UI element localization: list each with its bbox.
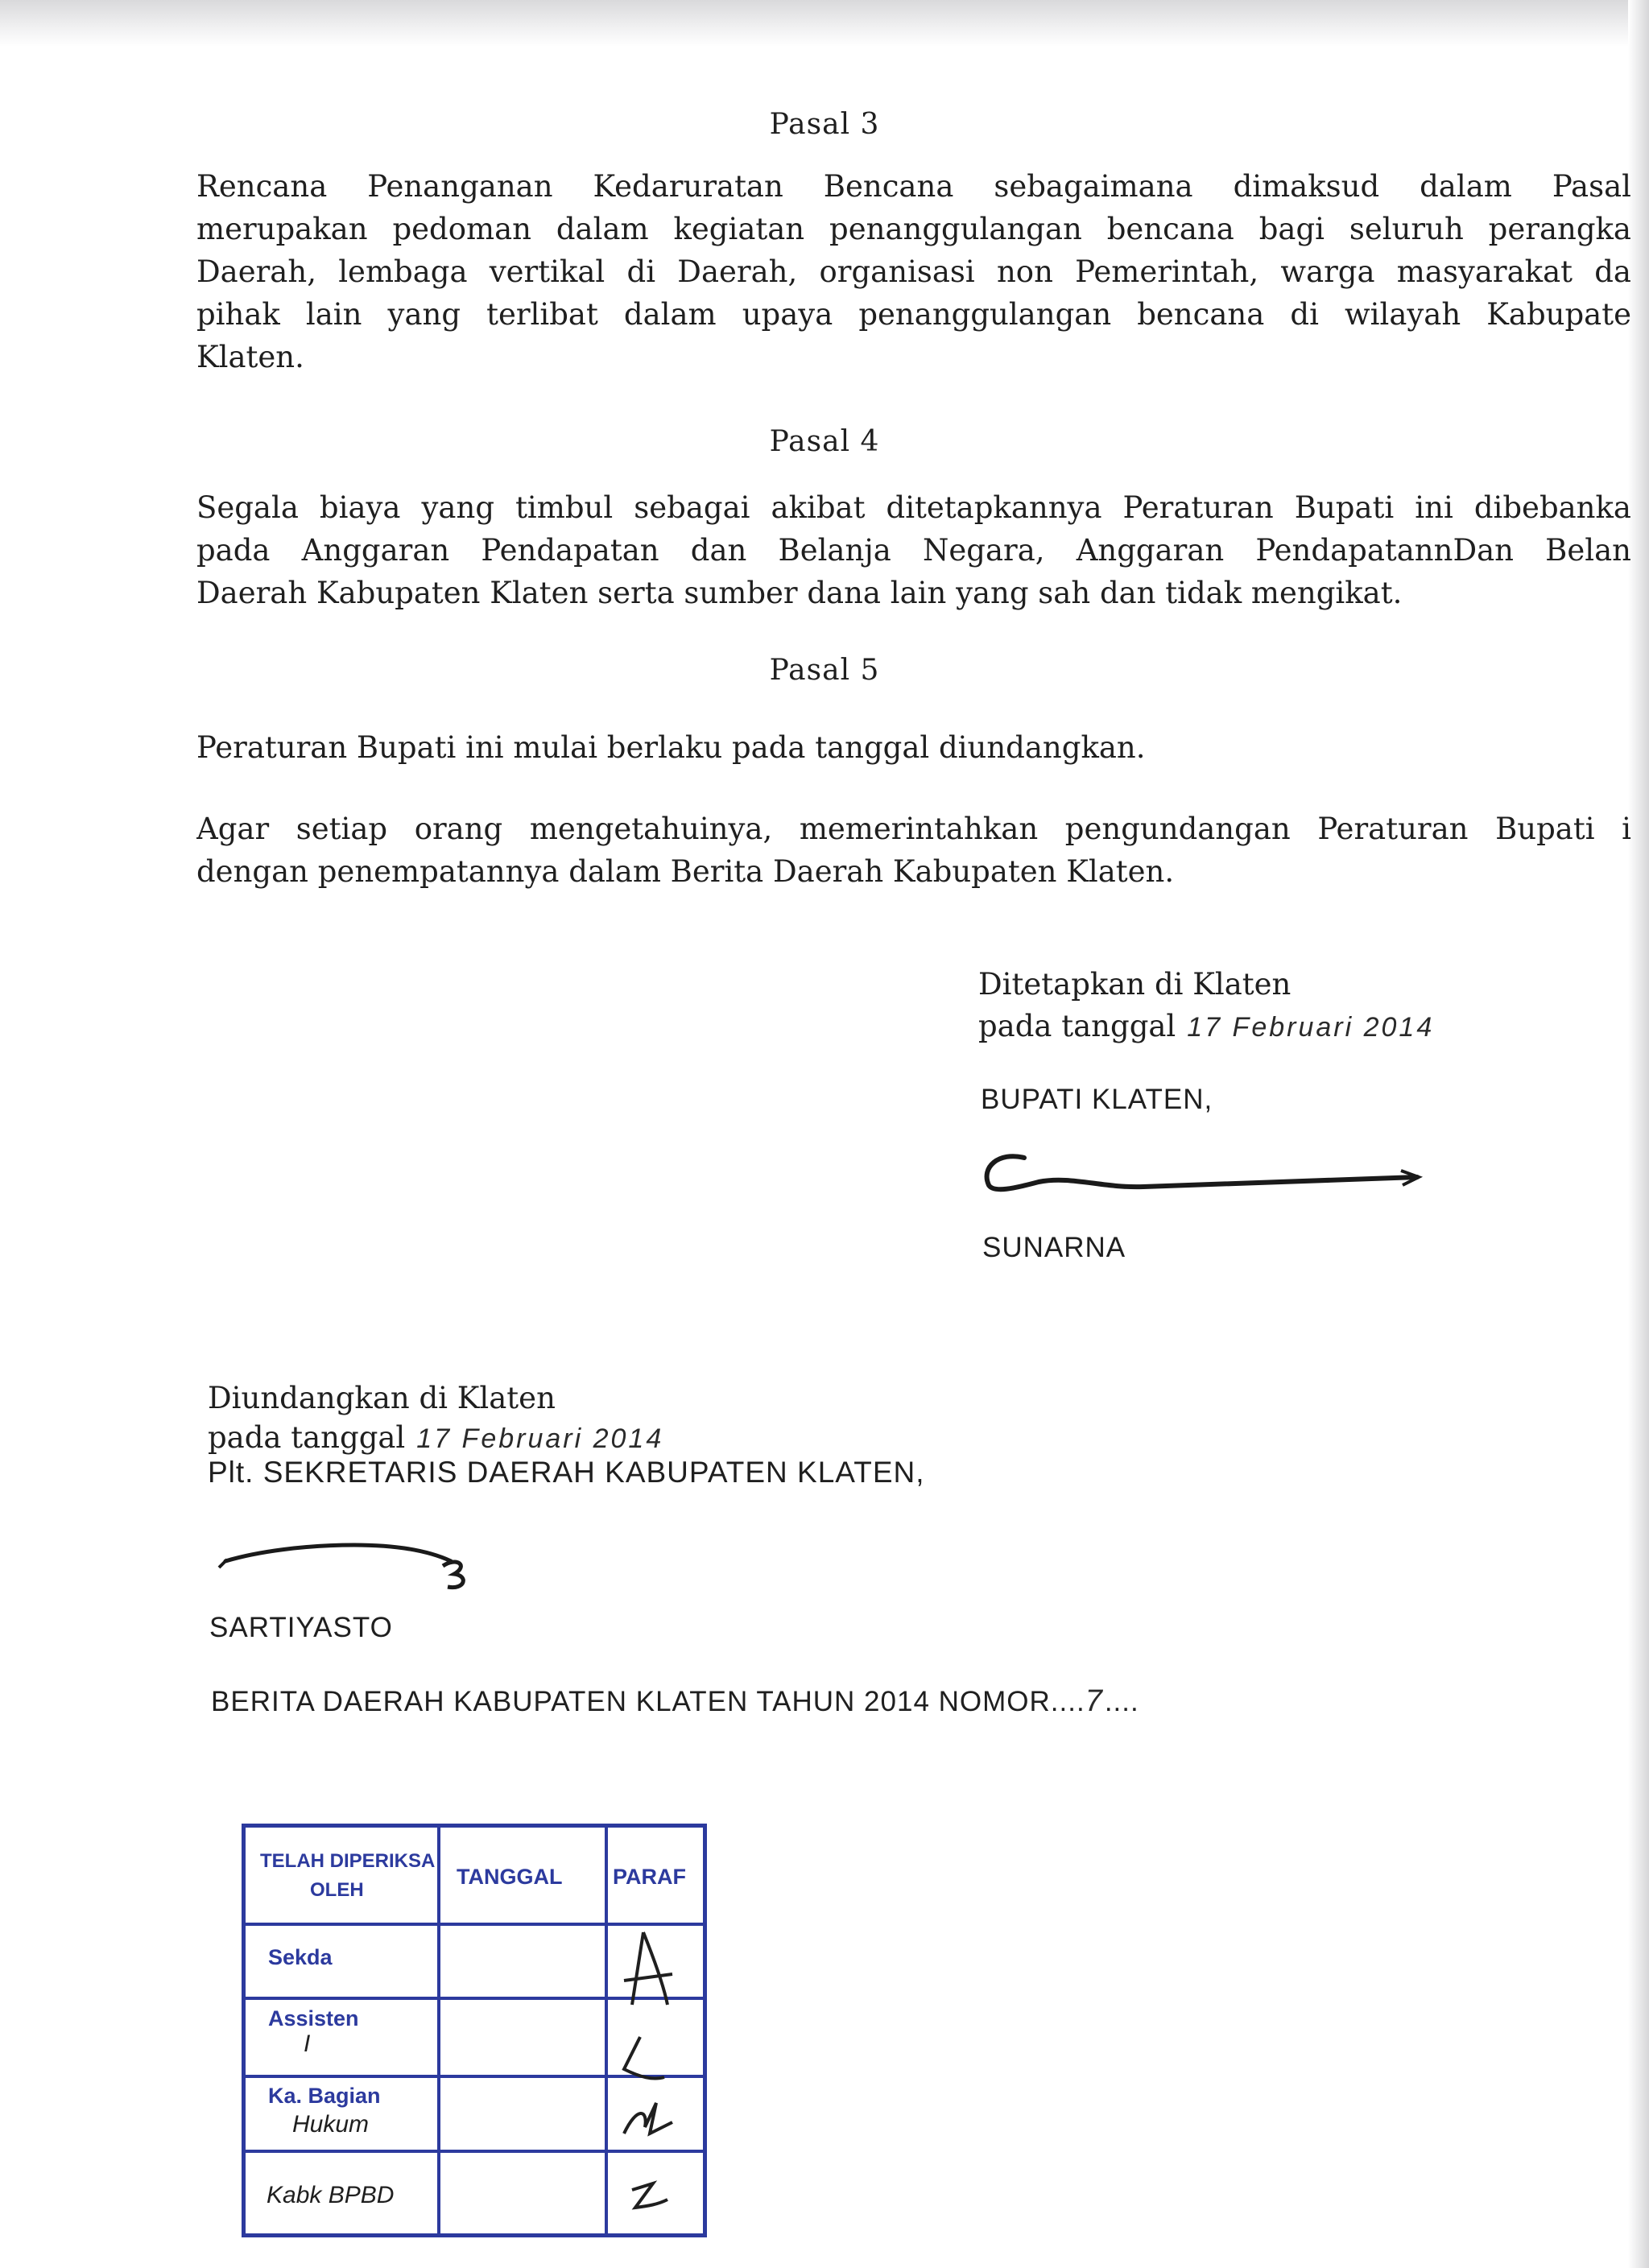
pasal-3-body	[196, 165, 1631, 378]
ditetapkan-place: Ditetapkan di Klaten	[978, 967, 1292, 1002]
berita-daerah-line	[211, 1684, 1139, 1719]
pasal-5-heading: Pasal 5	[769, 654, 880, 687]
stamp-header-reviewed-by-line-1: TELAH DIPERIKSA	[260, 1850, 436, 1872]
pasal-5-line: Peraturan Bupati ini mulai berlaku pada tanggal diundangkan.	[196, 730, 1146, 765]
pasal-4-line-3: Daerah Kabupaten Klaten serta sumber dana lain yang sah dan tidak mengikat.	[196, 576, 1403, 610]
diundangkan-place: Diundangkan di Klaten	[208, 1381, 556, 1415]
berita-daerah-suffix: ....	[1104, 1686, 1139, 1717]
ditetapkan-date-label: pada tanggal	[978, 1009, 1176, 1043]
diundangkan-date	[208, 1420, 663, 1455]
scan-shadow-top	[0, 0, 1649, 47]
stamp-row-assisten: Assisten	[268, 2006, 359, 2030]
stamp-row-4-handwritten: Kabk BPBD	[267, 2182, 395, 2208]
stamp-row-assisten-handwritten: I	[304, 2030, 311, 2057]
sekda-signature	[209, 1534, 491, 1598]
stamp-row-sekda: Sekda	[268, 1945, 333, 1969]
stamp-header-date: TANGGAL	[457, 1865, 563, 1889]
ditetapkan-name: SUNARNA	[982, 1232, 1126, 1263]
review-stamp	[242, 1824, 707, 2237]
pasal-3-line-1: Rencana Penanganan Kedaruratan Bencana sebagaimana dimaksud dalam Pasal	[196, 169, 1631, 204]
closing-line-1: Agar setiap orang mengetahuinya, memerintahkan pengundangan Peraturan Bupati i	[196, 812, 1631, 846]
berita-daerah-number-handwritten: 7	[1085, 1684, 1105, 1718]
bupati-signature	[966, 1143, 1433, 1208]
stamp-header-reviewed-by-line-2: OLEH	[310, 1879, 364, 1901]
berita-daerah-text: BERITA DAERAH KABUPATEN KLATEN TAHUN 2014 NOMOR....	[211, 1686, 1085, 1717]
stamp-row-ka-bagian-handwritten: Hukum	[292, 2111, 370, 2138]
stamp-header-paraf: PARAF	[613, 1865, 686, 1889]
pasal-3-line-3: Daerah, lembaga vertikal di Daerah, organisasi non Pemerintah, warga masyarakat da	[196, 254, 1631, 289]
pasal-3-line-4: pihak lain yang terlibat dalam upaya penanggulangan bencana di wilayah Kabupate	[196, 297, 1631, 332]
diundangkan-office: Plt. SEKRETARIS DAERAH KABUPATEN KLATEN,	[208, 1456, 925, 1489]
stamp-row-ka-bagian: Ka. Bagian	[268, 2084, 381, 2108]
stamp-paraf-marks	[608, 1916, 705, 2238]
closing-line-2: dengan penempatannya dalam Berita Daerah Kabupaten Klaten.	[196, 854, 1175, 889]
closing-body	[196, 808, 1631, 893]
pasal-3-heading: Pasal 3	[769, 108, 880, 141]
pasal-4-heading: Pasal 4	[769, 425, 880, 458]
diundangkan-date-handwritten: 17 Februari 2014	[416, 1423, 664, 1454]
ditetapkan-office: BUPATI KLATEN,	[981, 1084, 1213, 1115]
pasal-3-line-5: Klaten.	[196, 340, 304, 374]
pasal-4-line-1: Segala biaya yang timbul sebagai akibat ditetapkannya Peraturan Bupati ini dibebanka	[196, 490, 1631, 525]
ditetapkan-date-handwritten: 17 Februari 2014	[1187, 1012, 1435, 1043]
ditetapkan-date	[978, 1009, 1434, 1043]
diundangkan-name: SARTIYASTO	[209, 1612, 393, 1643]
pasal-5-body	[196, 726, 1631, 769]
diundangkan-date-label: pada tanggal	[208, 1420, 406, 1455]
pasal-4-body	[196, 486, 1631, 614]
pasal-4-line-2: pada Anggaran Pendapatan dan Belanja Negara, Anggaran PendapatannDan Belan	[196, 533, 1631, 568]
pasal-3-line-2: merupakan pedoman dalam kegiatan penanggulangan bencana bagi seluruh perangka	[196, 212, 1631, 246]
